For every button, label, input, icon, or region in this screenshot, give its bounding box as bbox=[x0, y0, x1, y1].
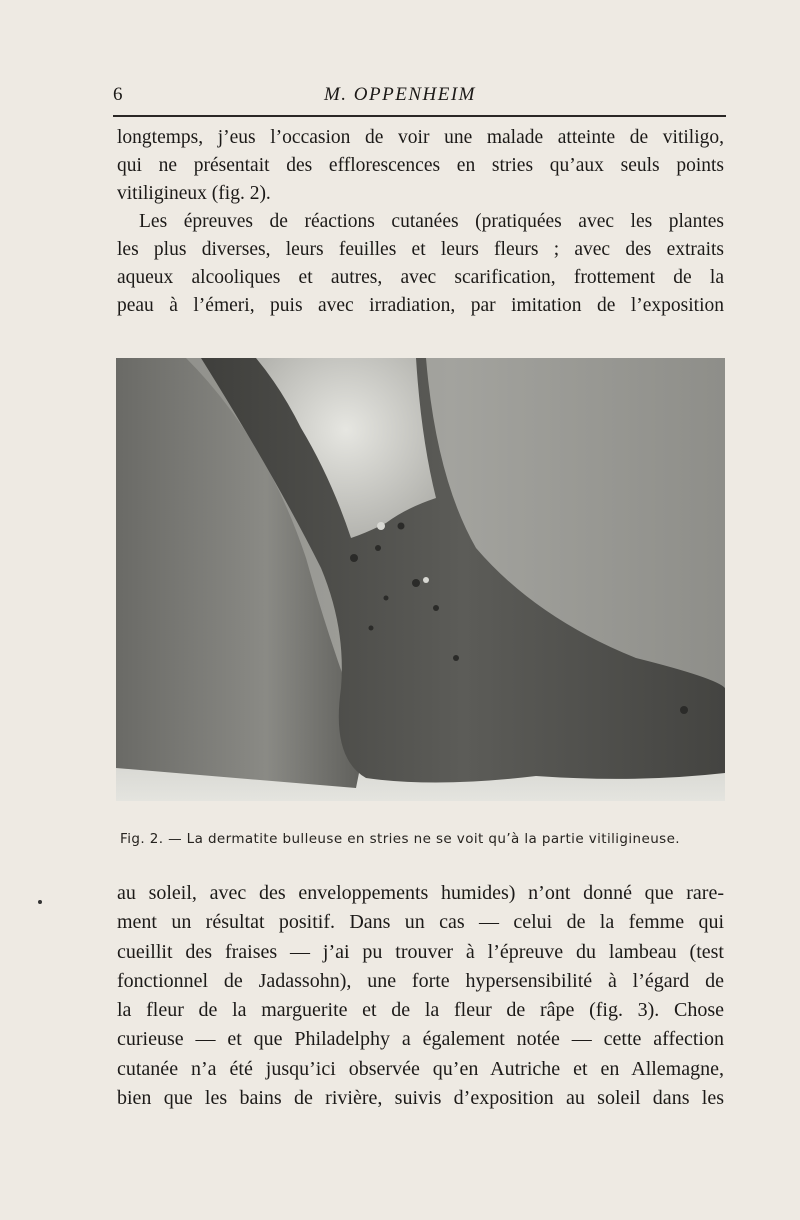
body-text-top bbox=[117, 124, 724, 320]
text-line: cutanée n’a été jusqu’ici observée qu’en Autriche et en Allemagne, bbox=[117, 1057, 724, 1080]
text-line: la fleur de la marguerite et de la fleur de râpe (fig. 3). Chose bbox=[117, 999, 724, 1022]
figure-photo bbox=[116, 358, 725, 801]
text-line: cueillit des fraises — j’ai pu trouver à l’épreuve du lambeau (test bbox=[117, 940, 724, 963]
text-line: peau à l’émeri, puis avec irradiation, par imitation de l’exposition bbox=[117, 295, 724, 316]
text-line: bien que les bains de rivière, suivis d’exposition au soleil dans les bbox=[117, 1087, 724, 1110]
text-line: fonctionnel de Jadassohn), une forte hypersensibilité à l’égard de bbox=[117, 969, 724, 992]
text-line: ment un résultat positif. Dans un cas — celui de la femme qui bbox=[117, 911, 724, 934]
print-speck bbox=[38, 900, 42, 904]
running-head: M. OPPENHEIM bbox=[323, 84, 477, 105]
header-rule bbox=[113, 115, 726, 117]
text-line: vitiligineux (fig. 2). bbox=[117, 183, 271, 204]
figure-caption: Fig. 2. — La dermatite bulleuse en stries ne se voit qu’à la partie vitiligineuse. bbox=[120, 831, 680, 847]
text-line: Les épreuves de réactions cutanées (pratiquées avec les plantes bbox=[139, 211, 724, 232]
text-line: les plus diverses, leurs feuilles et leurs fleurs ; avec des extraits bbox=[117, 239, 724, 260]
text-line: curieuse — et que Philadelphy a également notée — cette affection bbox=[117, 1028, 724, 1051]
text-line: au soleil, avec des enveloppements humides) n’ont donné que rare- bbox=[117, 882, 724, 904]
body-text-bottom bbox=[117, 879, 724, 1113]
text-line: longtemps, j’eus l’occasion de voir une malade atteinte de vitiligo, bbox=[117, 127, 724, 148]
page-number: 6 bbox=[113, 84, 123, 105]
text-line: qui ne présentait des efflorescences en stries qu’aux seuls points bbox=[117, 155, 724, 176]
text-line: aqueux alcooliques et autres, avec scarification, frottement de la bbox=[117, 267, 724, 288]
